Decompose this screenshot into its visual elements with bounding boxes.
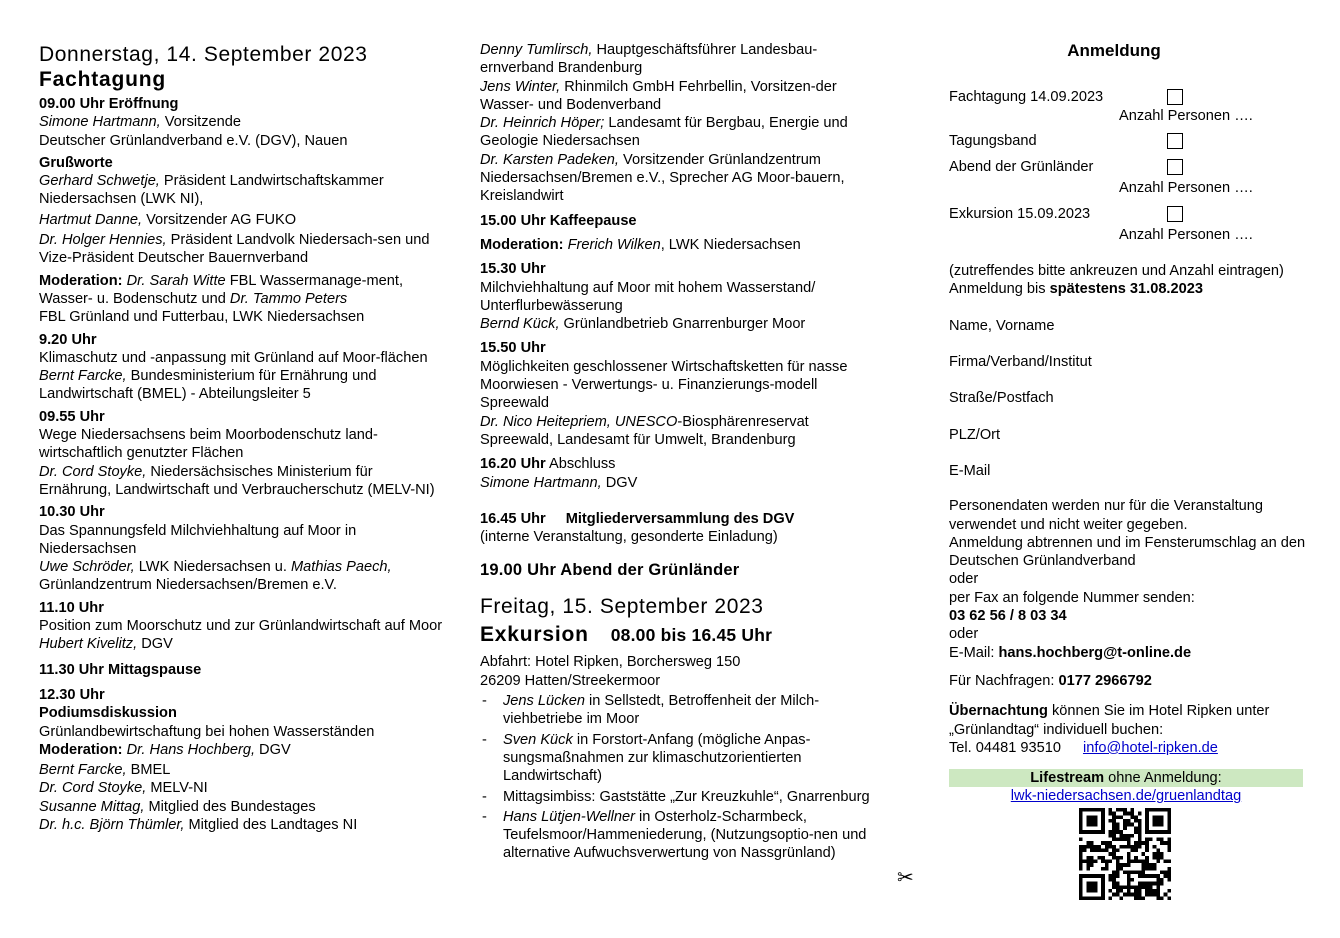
field-name[interactable]: Name, Vorname (949, 317, 1055, 334)
list-item: - Mittagsimbiss: Gaststätte „Zur Kreuzkuhle“, Gnarrenburg (480, 788, 875, 806)
lunch-break: 11.30 Uhr Mittagspause (39, 661, 202, 678)
greeting-item: Dr. Holger Hennies, Präsident Landvolk Niedersach-sen und Vize-Präsident Deutscher Bauernverband (39, 232, 430, 267)
panel-continued: Denny Tumlirsch, Hauptgeschäftsführer Landesbau-ernverband Brandenburg Jens Winter, Rhinmilch GmbH Fehrbellin, Vorsitzen-der Wasser- und Bodenverband Dr. Heinrich Höper; Landesamt für Bergbau, Energie und Geologie Niedersachsen Dr. Karsten Padeken, Vorsitzender Grünlandzentrum Niedersachsen/Bremen e.V., Sprecher AG Moor-bauern, Kreislandwirt (480, 42, 848, 205)
assembly-block: 16.45 Uhr Mitgliederversammlung des DGV (interne Veranstaltung, gesonderte Einladung) (480, 510, 795, 546)
qr-code[interactable] (1079, 808, 1171, 900)
checkbox-tagungsband[interactable] (1167, 133, 1183, 149)
moderation-afternoon: Moderation: Frerich Wilken, LWK Niedersachsen (480, 236, 801, 253)
opening-person: Simone Hartmann, (39, 114, 161, 131)
registration-note: (zutreffendes bitte ankreuzen und Anzahl eintragen) Anmeldung bis spätestens 31.08.2023 (949, 263, 1284, 298)
option-fachtagung: Fachtagung 14.09.2023 (949, 88, 1309, 106)
talk-955: 09.55 Uhr Wege Niedersachsens beim Moorbodenschutz land-wirtschaftlich genutzter Flächen Dr. Cord Stoyke, Niedersächsisches Ministerium für Ernährung, Landwirtschaft und Verbraucherschutz (MELV-NI) (39, 408, 435, 498)
opening-block: 09.00 Uhr Eröffnung Simone Hartmann, Vorsitzende Deutscher Grünlandverband e.V. (DGV), Nauen (39, 95, 444, 150)
talk-920: 9.20 Uhr Klimaschutz und -anpassung mit Grünland auf Moor-flächen Bernt Farcke, Bundesministerium für Ernährung und Landwirtschaft (BMEL) - Abteilungsleiter 5 (39, 331, 428, 403)
talk-1550: 15.50 Uhr Möglichkeiten geschlossener Wirtschaftsketten für nasse Moorwiesen - Verwertungs- u. Finanzierungs-modell Spreewald Dr. Nico Heitepriem, UNESCO-Biosphärenreservat Spreewald, Landesamt für Umwelt, Brandenburg (480, 340, 848, 448)
checkbox-exkursion[interactable] (1167, 206, 1183, 222)
friday-date: Freitag, 15. September 2023 (480, 595, 764, 619)
panel-block: 12.30 Uhr Podiumsdiskussion Grünlandbewirtschaftung bei hohen Wasserständen Moderation: Dr. Hans Hochberg, DGV Bernt Farcke, BMEL Dr. Cord Stoyke, MELV-NI Susanne Mittag, Mitglied des Bundestages Dr. h.c. Björn Thümler, Mitglied des Landtages NI (39, 686, 375, 833)
hotel-info: Übernachtung können Sie im Hotel Ripken unter „Grünlandtag“ individuell buchen: Tel. 04481 93510 info@hotel-ripken.de (949, 703, 1270, 756)
opening-org: Deutscher Grünlandverband e.V. (DGV), Nauen (39, 132, 348, 149)
option-abend: Abend der Grünländer (949, 158, 1309, 176)
hotel-email-link[interactable]: info@hotel-ripken.de (1082, 739, 1218, 756)
checkbox-fachtagung[interactable] (1167, 89, 1183, 105)
field-company[interactable]: Firma/Verband/Institut (949, 354, 1092, 371)
persons-fachtagung[interactable]: Anzahl Personen …. (1119, 108, 1253, 125)
thursday-column (39, 42, 444, 834)
thursday-date: Donnerstag, 14. September 2023 (39, 43, 368, 66)
excursion-heading: Exkursion 08.00 bis 16.45 Uhr (480, 623, 773, 647)
departure: Abfahrt: Hotel Ripken, Borchersweg 150 26209 Hatten/Streekermoor (480, 654, 741, 689)
talk-1530: 15.30 Uhr Milchviehhaltung auf Moor mit hohem Wasserstand/ Unterflurbewässerung Bernd Kück, Grünlandbetrieb Gnarrenburger Moor (480, 261, 816, 333)
thursday-event: Fachtagung (39, 68, 166, 91)
questions: Für Nachfragen: 0177 2966792 (949, 672, 1152, 689)
checkbox-abend[interactable] (1167, 159, 1183, 175)
greeting-item: Hartmut Danne, Vorsitzender AG FUKO (39, 211, 297, 228)
talk-1030: 10.30 Uhr Das Spannungsfeld Milchviehhaltung auf Moor in Niedersachsen Uwe Schröder, LWK Niedersachsen u. Mathias Paech, Grünlandzentrum Niedersachsen/Bremen e.V. (39, 504, 392, 594)
field-email[interactable]: E-Mail (949, 462, 991, 479)
coffee-break: 15.00 Uhr Kaffeepause (480, 212, 637, 229)
evening-event: 19.00 Uhr Abend der Grünländer (480, 561, 740, 580)
afternoon-column (480, 41, 875, 865)
phone-number: 0177 2966792 (1058, 672, 1152, 689)
option-exkursion: Exkursion 15.09.2023 (949, 205, 1309, 223)
fax-number: 03 62 56 / 8 03 34 (949, 608, 1067, 625)
registration-options (949, 88, 1309, 244)
field-street[interactable]: Straße/Postfach (949, 390, 1054, 407)
talk-1110: 11.10 Uhr Position zum Moorschutz und zur Grünlandwirtschaft auf Moor Hubert Kivelitz, DGV (39, 599, 443, 653)
registration-column (949, 42, 1309, 900)
moderation-block: Moderation: Dr. Sarah Witte FBL Wassermanage-ment, Wasser- u. Bodenschutz und Dr. Tammo Peters FBL Grünland und Futterbau, LWK Niedersachsen (39, 272, 404, 326)
scissors-icon: ✂ (897, 867, 914, 889)
list-item: - Hans Lütjen-Wellner in Osterholz-Scharmbeck, Teufelsmoor/Hammeniederung, (Nutzungsoptio-nen und alternative Aufwuchsverwertung von Nassgrünland) (480, 808, 875, 863)
livestream-link[interactable]: lwk-niedersachsen.de/gruenlandtag (1010, 788, 1242, 805)
list-item: - Sven Kück in Forstort-Anfang (mögliche Anpas-sungsmaßnahmen zur klimaschutzorientierten Landwirtschaft) (480, 731, 875, 786)
email-address: hans.hochberg@t-online.de (998, 644, 1192, 661)
registration-title: Anmeldung (1067, 41, 1161, 60)
option-tagungsband: Tagungsband (949, 132, 1309, 150)
excursion-stops (480, 692, 875, 863)
livestream-banner: Lifestream ohne Anmeldung: (949, 769, 1303, 787)
opening-time: 09.00 Uhr Eröffnung (39, 96, 179, 112)
field-city[interactable]: PLZ/Ort (949, 426, 1001, 443)
greetings-block (39, 154, 444, 268)
greeting-item: Gerhard Schwetje, Präsident Landwirtschaftskammer Niedersachsen (LWK NI), (39, 173, 384, 208)
persons-abend[interactable]: Anzahl Personen …. (1119, 179, 1253, 196)
list-item: - Jens Lücken in Sellstedt, Betroffenheit der Milch-viehbetriebe im Moor (480, 692, 875, 729)
persons-exkursion[interactable]: Anzahl Personen …. (1119, 226, 1253, 243)
closing-block: 16.20 Uhr Abschluss Simone Hartmann, DGV (480, 456, 638, 491)
privacy-text: Personendaten werden nur für die Veranstaltung verwendet und nicht weiter gegeben. Anmeldung abtrennen und im Fensterumschlag an den Deutschen Grünlandverband oder per Fax an folgende Nummer senden: 03 62 56 / 8 03 34 oder E-Mail: hans.hochberg@t-online.de (949, 497, 1309, 662)
greetings-title: Grußworte (39, 154, 113, 171)
